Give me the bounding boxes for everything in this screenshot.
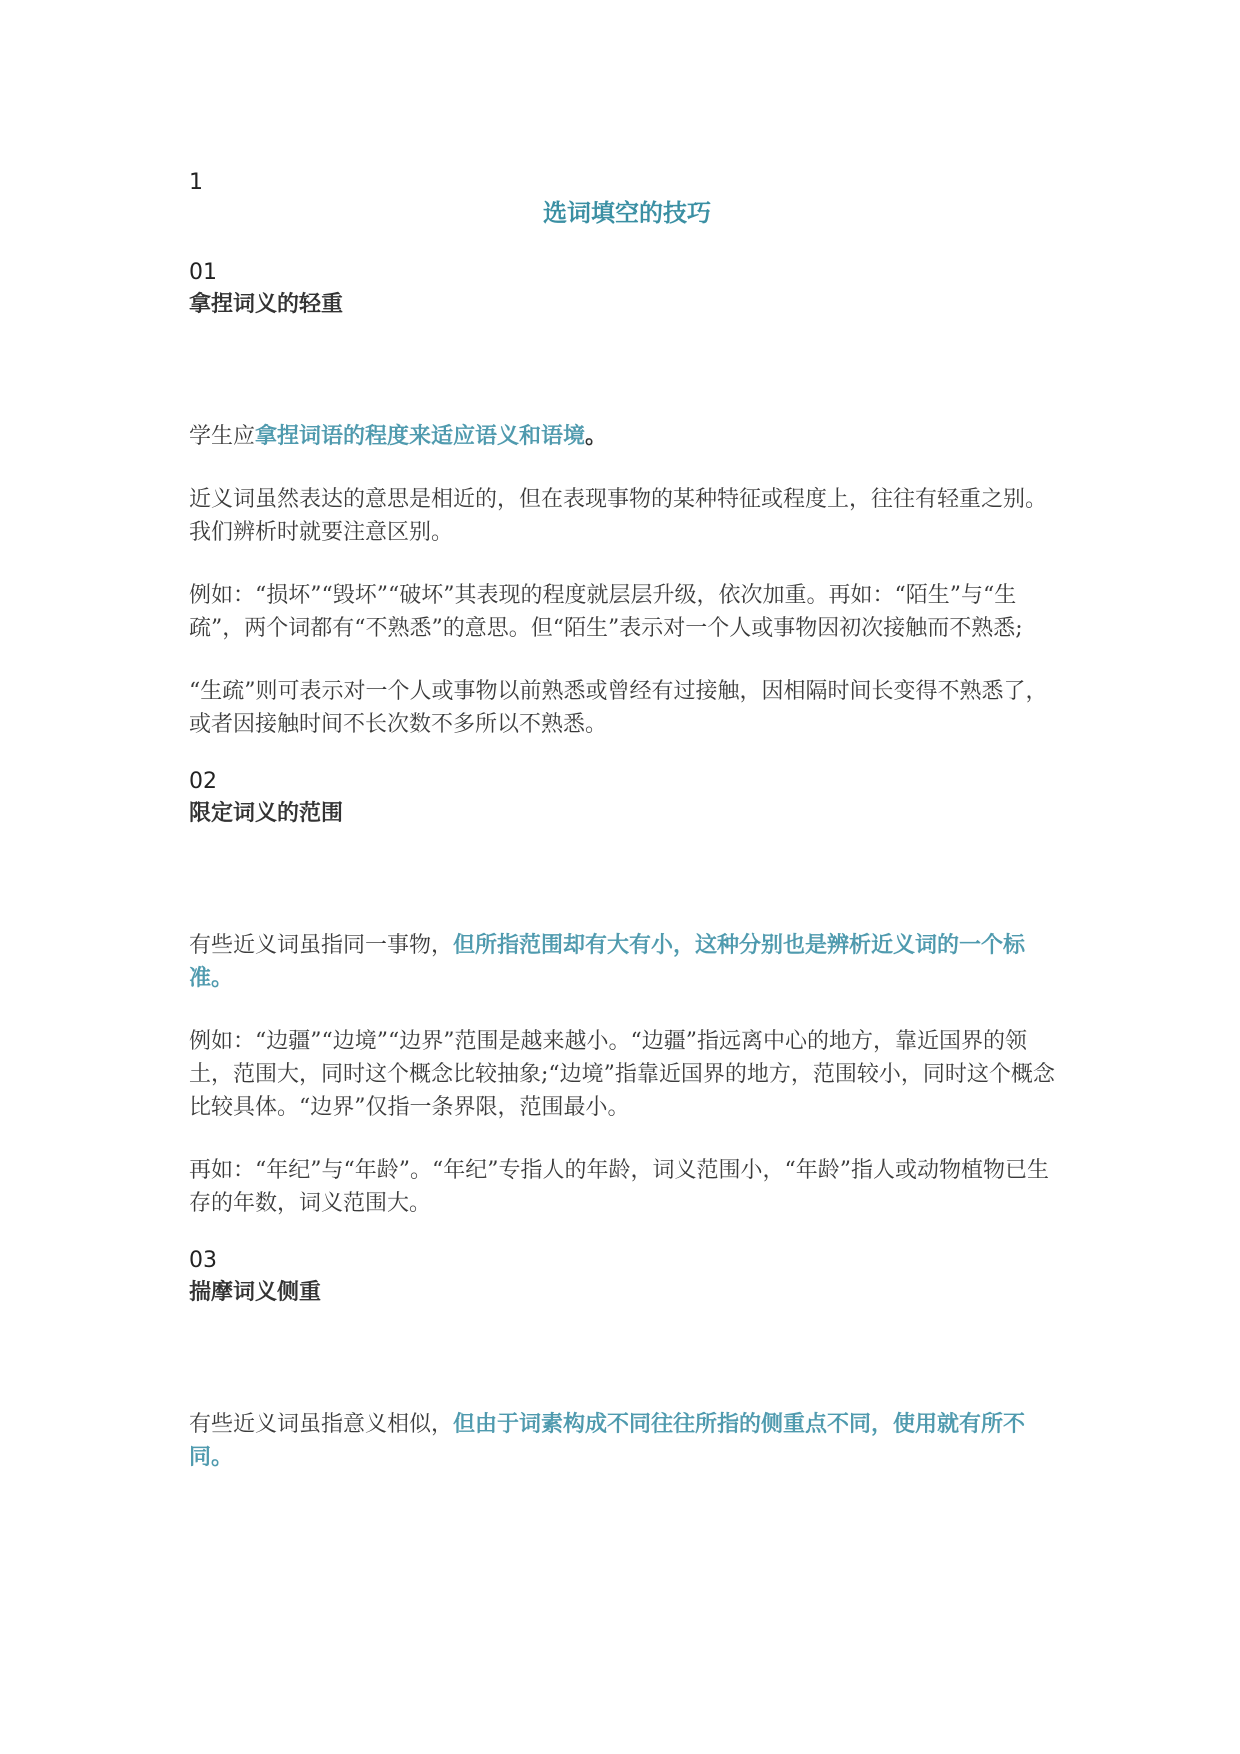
lead-tail-text: 。 xyxy=(585,423,608,449)
section-02 xyxy=(189,767,1059,1220)
section-lead xyxy=(189,1408,1059,1474)
body-paragraph: 再如：“年纪”与“年龄”。“年纪”专指人的年龄，词义范围小，“年龄”指人或动物植物已生存的年数，词义范围大。 xyxy=(189,1158,1049,1216)
lead-plain-text: 学生应 xyxy=(189,424,256,449)
lead-plain-text: 有些近义词虽指同一事物， xyxy=(189,933,454,958)
section-01 xyxy=(189,258,1059,741)
document-title: 选词填空的技巧 xyxy=(543,199,711,227)
section-heading: 揣摩词义侧重 xyxy=(189,1280,322,1305)
lead-highlight-text: 但由于词素构成不同往往所指的侧重点不同，使用就有所不同。 xyxy=(189,1412,1026,1470)
lead-highlight-text: 拿捏词语的程度来适应语义和语境 xyxy=(255,424,586,449)
section-heading: 拿捏词义的轻重 xyxy=(189,292,344,317)
section-heading: 限定词义的范围 xyxy=(189,801,344,826)
page-number: 1 xyxy=(189,170,203,195)
section-number: 03 xyxy=(189,1248,217,1273)
section-lead xyxy=(189,420,1059,453)
body-paragraph: 近义词虽然表达的意思是相近的，但在表现事物的某种特征或程度上，往往有轻重之别。我们辨析时就要注意区别。 xyxy=(189,487,1048,545)
body-paragraph: 例如：“边疆”“边境”“边界”范围是越来越小。“边疆”指远离中心的地方，靠近国界的领土，范围大，同时这个概念比较抽象;“边境”指靠近国界的地方，范围较小，同时这个概念比较具体。“边界”仅指一条界限，范围最小。 xyxy=(189,1029,1055,1120)
lead-plain-text: 有些近义词虽指意义相似， xyxy=(189,1412,454,1437)
section-number: 02 xyxy=(189,769,217,794)
body-paragraph: 例如：“损坏”“毁坏”“破坏”其表现的程度就层层升级，依次加重。再如：“陌生”与“生疏”，两个词都有“不熟悉”的意思。但“陌生”表示对一个人或事物因初次接触而不熟悉; xyxy=(189,583,1023,641)
section-lead xyxy=(189,929,1059,995)
lead-highlight-text: 但所指范围却有大有小，这种分别也是辨析近义词的一个标准。 xyxy=(189,933,1026,991)
section-number: 01 xyxy=(189,260,217,285)
document-page xyxy=(189,170,1059,1504)
body-paragraph: “生疏”则可表示对一个人或事物以前熟悉或曾经有过接触，因相隔时间长变得不熟悉了，或者因接触时间不长次数不多所以不熟悉。 xyxy=(189,679,1048,737)
section-03 xyxy=(189,1246,1059,1474)
